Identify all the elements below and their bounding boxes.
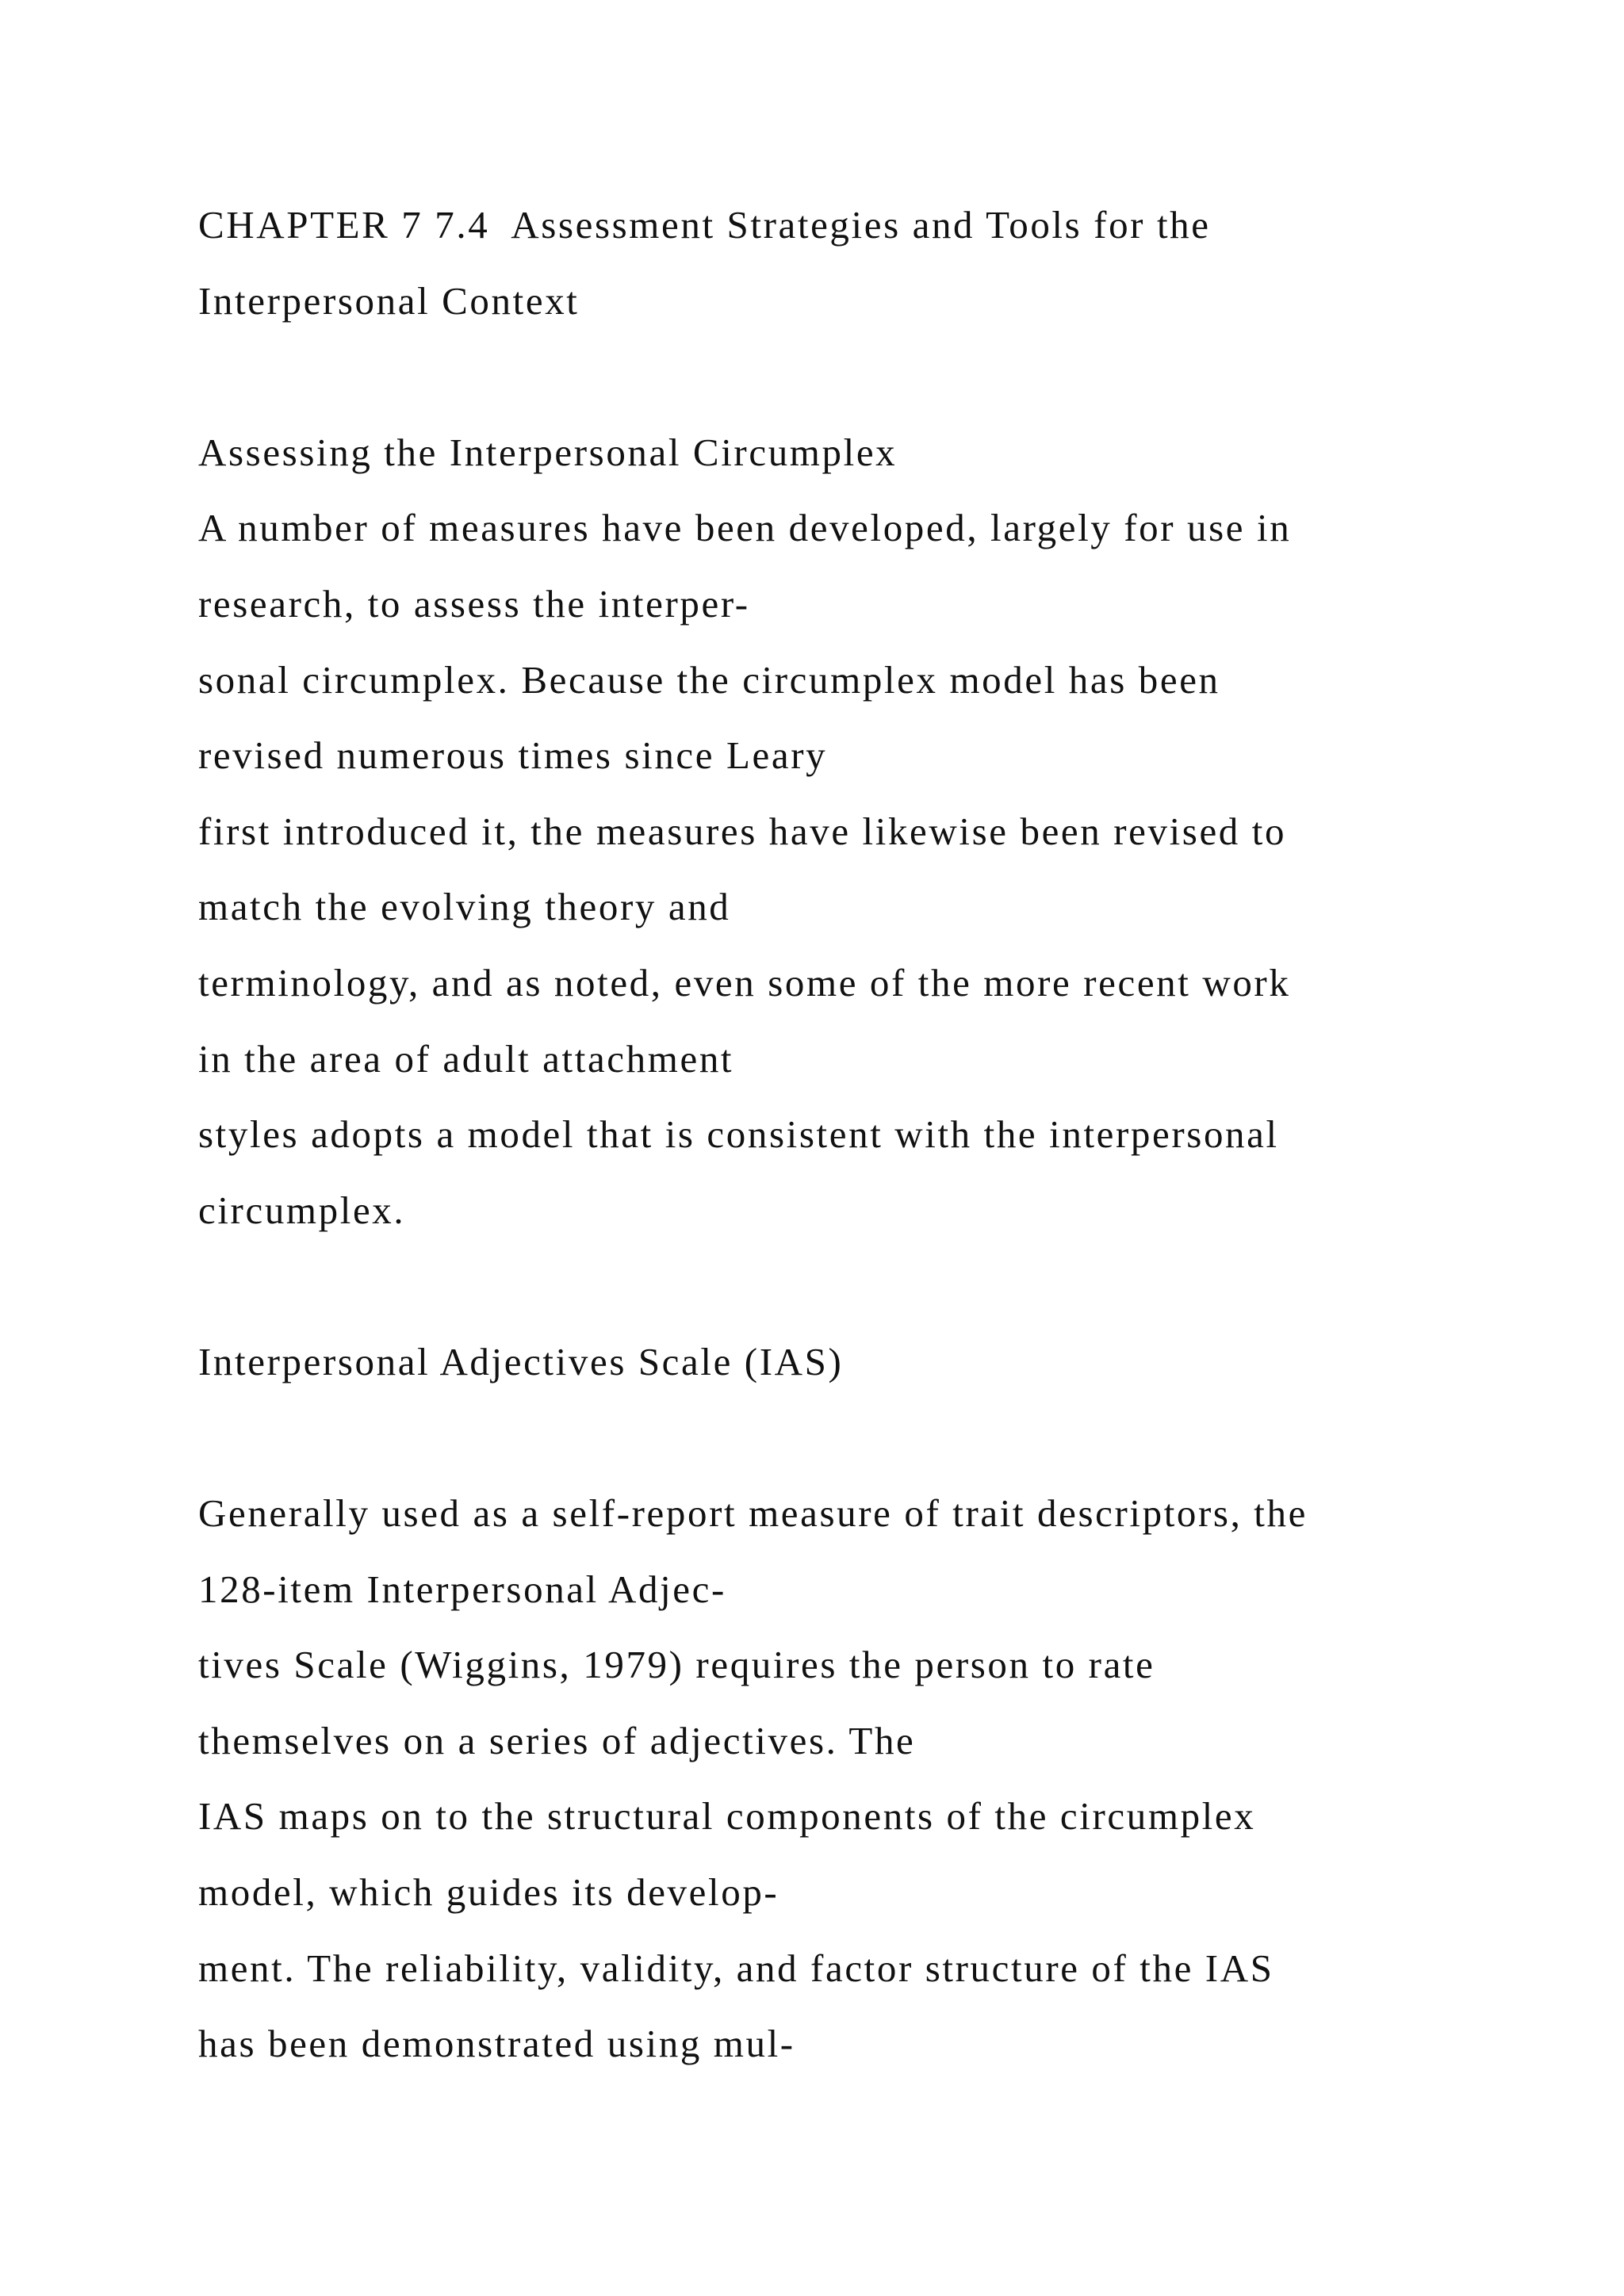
paragraph-line: model, which guides its develop- — [198, 1870, 779, 1915]
paragraph-line: revised numerous times since Leary — [198, 733, 828, 778]
paragraph-line: styles adopts a model that is consistent with the interpersonal — [198, 1112, 1279, 1157]
paragraph-line: circumplex. — [198, 1188, 406, 1232]
paragraph-line: tives Scale (Wiggins, 1979) requires the person to rate — [198, 1643, 1155, 1687]
paragraph-line: 128-item Interpersonal Adjec- — [198, 1567, 726, 1611]
chapter-title-line-1: CHAPTER 7 7.4 Assessment Strategies and Tools for the — [198, 203, 1211, 247]
paragraph-line: themselves on a series of adjectives. The — [198, 1718, 916, 1762]
spacer — [198, 1400, 1546, 1476]
paragraph-line: A number of measures have been developed, largely for use in — [198, 506, 1292, 550]
paragraph-line: has been demonstrated using mul- — [198, 2022, 795, 2066]
paragraph-line: first introduced it, the measures have likewise been revised to — [198, 809, 1287, 853]
document-body — [198, 187, 1546, 2082]
section-heading-circumplex: Assessing the Interpersonal Circumplex — [198, 430, 898, 474]
paragraph-line: ment. The reliability, validity, and factor structure of the IAS — [198, 1946, 1274, 1990]
paragraph-line: sonal circumplex. Because the circumplex model has been — [198, 657, 1220, 702]
section-heading-ias: Interpersonal Adjectives Scale (IAS) — [198, 1339, 844, 1383]
paragraph-line: terminology, and as noted, even some of the more recent work — [198, 960, 1291, 1004]
paragraph-line: IAS maps on to the structural components of the circumplex — [198, 1794, 1256, 1839]
spacer — [198, 339, 1546, 415]
chapter-title-line-2: Interpersonal Context — [198, 278, 580, 323]
spacer — [198, 1248, 1546, 1324]
paragraph-line: Generally used as a self-report measure of trait descriptors, the — [198, 1491, 1308, 1536]
paragraph-line: match the evolving theory and — [198, 885, 731, 929]
paragraph-line: research, to assess the interper- — [198, 581, 750, 626]
paragraph-line: in the area of adult attachment — [198, 1036, 734, 1081]
